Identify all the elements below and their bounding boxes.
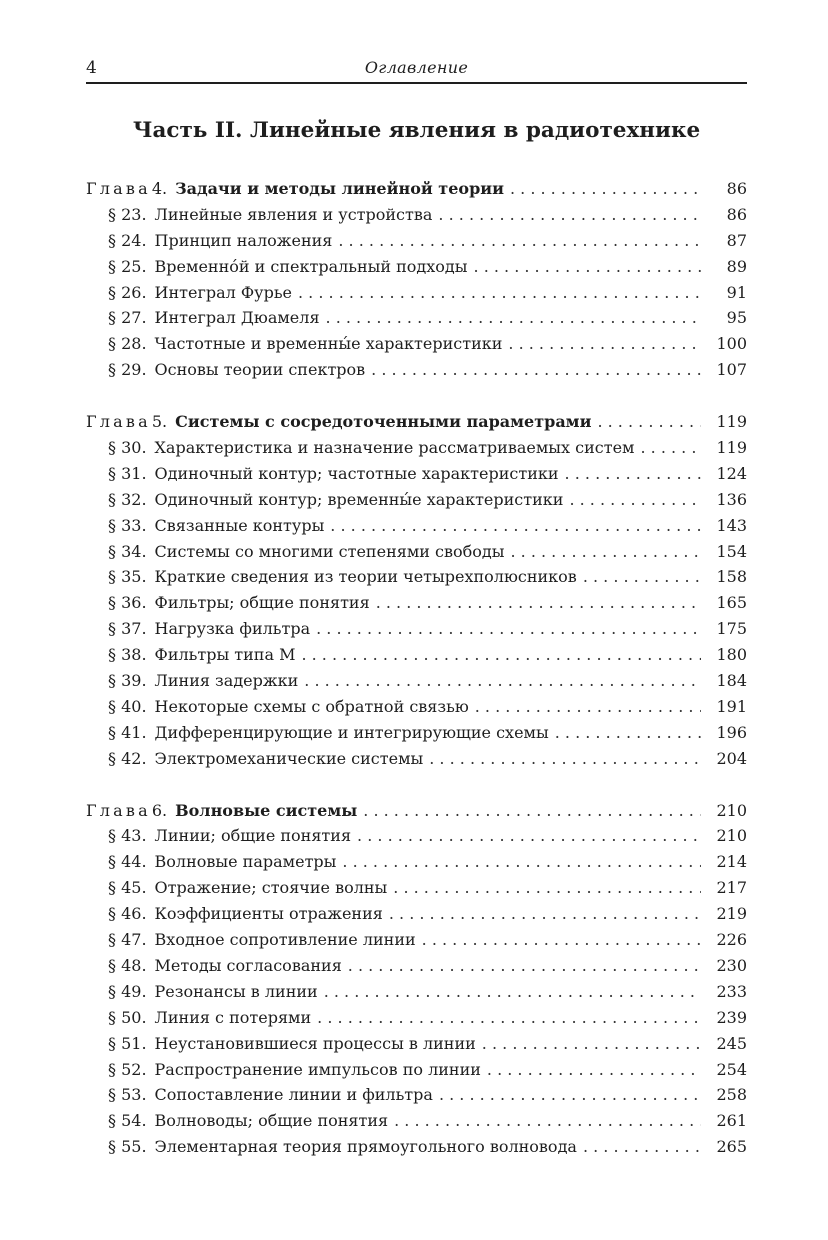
page-ref: 226	[716, 930, 747, 950]
section-entry[interactable]	[86, 642, 747, 668]
section-entry[interactable]	[86, 539, 747, 565]
page-ref: 91	[726, 282, 747, 302]
section-title: Линейные явления и устройства	[154, 204, 433, 224]
page-ref: 143	[716, 515, 747, 535]
section-title: Одиночный контур; временны́е характеристики	[154, 489, 564, 509]
section-entry[interactable]	[86, 616, 747, 642]
dot-leader	[342, 849, 701, 875]
section-number: § 37.	[108, 619, 147, 639]
section-entry[interactable]	[86, 1005, 747, 1031]
page-ref: 210	[716, 826, 747, 846]
section-number: § 29.	[108, 360, 147, 380]
dot-leader	[429, 746, 701, 772]
section-number: § 53.	[108, 1085, 147, 1105]
dot-leader	[475, 694, 701, 720]
dot-leader	[316, 616, 701, 642]
section-title: Основы теории спектров	[154, 360, 366, 380]
page-ref: 158	[716, 567, 747, 587]
dot-leader	[317, 1005, 701, 1031]
dot-leader	[298, 280, 701, 306]
dot-leader	[301, 642, 701, 668]
section-entry[interactable]	[86, 305, 747, 331]
page-ref: 154	[716, 541, 747, 561]
section-number: § 46.	[108, 904, 147, 924]
section-title: Распространение импульсов по линии	[154, 1059, 481, 1079]
dot-leader	[597, 409, 701, 435]
section-entry[interactable]	[86, 357, 747, 383]
section-entry[interactable]	[86, 1057, 747, 1083]
dot-leader	[569, 487, 701, 513]
section-entry[interactable]	[86, 901, 747, 927]
section-entry[interactable]	[86, 228, 747, 254]
section-title: Волновые параметры	[154, 852, 337, 872]
dot-leader	[474, 254, 701, 280]
section-number: § 54.	[108, 1111, 147, 1131]
page-ref: 196	[716, 722, 747, 742]
page-ref: 100	[716, 334, 747, 354]
dot-leader	[394, 1108, 701, 1134]
section-entry[interactable]	[86, 875, 747, 901]
page-ref: 95	[726, 308, 747, 328]
dot-leader	[389, 901, 701, 927]
section-entry[interactable]	[86, 746, 747, 772]
section-number: § 48.	[108, 955, 147, 975]
section-entry[interactable]	[86, 331, 747, 357]
chapter-prefix: Глава	[86, 412, 151, 432]
page-ref: 258	[716, 1085, 747, 1105]
chapter-title: Системы с сосредоточенными параметрами	[175, 412, 592, 432]
section-entry[interactable]	[86, 694, 747, 720]
section-title: Характеристика и назначение рассматриваемых систем	[154, 438, 635, 458]
section-number: § 34.	[108, 541, 147, 561]
section-entry[interactable]	[86, 668, 747, 694]
running-title: Оглавление	[364, 58, 469, 77]
page-ref: 124	[716, 463, 747, 483]
section-title: Фильтры; общие понятия	[154, 593, 370, 613]
dot-leader	[304, 668, 701, 694]
dot-leader	[422, 927, 701, 953]
section-number: § 31.	[108, 463, 147, 483]
page-ref: 261	[716, 1111, 747, 1131]
section-number: § 44.	[108, 852, 147, 872]
section-number: § 35.	[108, 567, 147, 587]
running-header	[86, 56, 747, 84]
section-number: § 30.	[108, 438, 147, 458]
section-entry[interactable]	[86, 590, 747, 616]
section-entry[interactable]	[86, 487, 747, 513]
section-entry[interactable]	[86, 461, 747, 487]
section-number: § 36.	[108, 593, 147, 613]
section-entry[interactable]	[86, 1082, 747, 1108]
dot-leader	[393, 875, 701, 901]
section-title: Линия задержки	[154, 671, 299, 691]
page-ref: 87	[726, 230, 747, 250]
section-entry[interactable]	[86, 564, 747, 590]
part-title: Часть II. Линейные явления в радиотехнике	[132, 118, 701, 143]
dot-leader	[510, 539, 701, 565]
section-title: Интеграл Фурье	[154, 282, 292, 302]
page-ref: 230	[716, 955, 747, 975]
page-ref: 204	[716, 748, 747, 768]
section-entry[interactable]	[86, 823, 747, 849]
dot-leader	[640, 435, 701, 461]
page-ref: 180	[716, 645, 747, 665]
page-ref: 191	[716, 696, 747, 716]
dot-leader	[371, 357, 701, 383]
page-ref: 239	[716, 1007, 747, 1027]
dot-leader	[326, 305, 701, 331]
section-number: § 51.	[108, 1033, 147, 1053]
section-entry[interactable]	[86, 435, 747, 461]
section-title: Фильтры типа M	[154, 645, 296, 665]
section-number: § 49.	[108, 981, 147, 1001]
section-number: § 45.	[108, 878, 147, 898]
section-title: Коэффициенты отражения	[154, 904, 383, 924]
section-number: § 25.	[108, 256, 147, 276]
chapter-number: 6.	[151, 800, 168, 820]
section-entry[interactable]	[86, 849, 747, 875]
section-entry[interactable]	[86, 254, 747, 280]
dot-leader	[487, 1057, 701, 1083]
section-title: Некоторые схемы с обратной связью	[154, 696, 469, 716]
section-title: Элементарная теория прямоугольного волновода	[154, 1137, 577, 1157]
section-title: Нагрузка фильтра	[154, 619, 311, 639]
section-entry[interactable]	[86, 927, 747, 953]
chapter-title: Задачи и методы линейной теории	[175, 179, 504, 198]
page-ref: 86	[726, 179, 747, 198]
section-title: Временно́й и спектральный подходы	[154, 256, 468, 276]
dot-leader	[565, 461, 701, 487]
page-ref: 165	[716, 593, 747, 613]
section-title: Резонансы в линии	[154, 981, 318, 1001]
section-number: § 40.	[108, 696, 147, 716]
page-ref: 107	[716, 360, 747, 380]
page-ref: 184	[716, 671, 747, 691]
section-title: Линии; общие понятия	[154, 826, 352, 846]
table-of-contents	[86, 176, 747, 1160]
dot-leader	[357, 823, 701, 849]
page-ref: 265	[716, 1137, 747, 1157]
page-ref: 175	[716, 619, 747, 639]
section-number: § 33.	[108, 515, 147, 535]
section-number: § 50.	[108, 1007, 147, 1027]
section-title: Сопоставление линии и фильтра	[154, 1085, 433, 1105]
section-entry[interactable]	[86, 953, 747, 979]
page-ref: 210	[716, 800, 747, 820]
page-ref: 233	[716, 981, 747, 1001]
section-number: § 38.	[108, 645, 147, 665]
page-ref: 89	[726, 256, 747, 276]
page-ref: 219	[716, 904, 747, 924]
dot-leader	[555, 720, 701, 746]
section-number: § 39.	[108, 671, 147, 691]
dot-leader	[338, 228, 701, 254]
dot-leader	[363, 798, 701, 824]
section-title: Входное сопротивление линии	[154, 930, 416, 950]
dot-leader	[510, 176, 701, 202]
chapter-entry[interactable]	[86, 176, 747, 202]
section-number: § 41.	[108, 722, 147, 742]
section-number: § 42.	[108, 748, 147, 768]
section-number: § 52.	[108, 1059, 147, 1079]
section-number: § 26.	[108, 282, 147, 302]
section-entry[interactable]	[86, 280, 747, 306]
page-ref: 245	[716, 1033, 747, 1053]
dot-leader	[583, 564, 701, 590]
page-ref: 217	[716, 878, 747, 898]
section-title: Одиночный контур; частотные характеристики	[154, 463, 559, 483]
section-number: § 43.	[108, 826, 147, 846]
chapter-title: Волновые системы	[175, 800, 358, 820]
dot-leader	[482, 1031, 701, 1057]
page-ref: 136	[716, 489, 747, 509]
section-title: Отражение; стоячие волны	[154, 878, 388, 898]
section-title: Неустановившиеся процессы в линии	[154, 1033, 476, 1053]
section-title: Краткие сведения из теории четырехполюсников	[154, 567, 577, 587]
section-number: § 55.	[108, 1137, 147, 1157]
section-title: Интеграл Дюамеля	[154, 308, 320, 328]
dot-leader	[330, 513, 701, 539]
section-number: § 32.	[108, 489, 147, 509]
section-number: § 23.	[108, 204, 147, 224]
section-entry[interactable]	[86, 720, 747, 746]
chapter-prefix: Глава	[86, 179, 151, 198]
section-entry[interactable]	[86, 202, 747, 228]
section-title: Дифференцирующие и интегрирующие схемы	[154, 722, 549, 742]
section-number: § 47.	[108, 930, 147, 950]
section-title: Системы со многими степенями свободы	[154, 541, 505, 561]
section-number: § 27.	[108, 308, 147, 328]
chapter-entry[interactable]	[86, 409, 747, 435]
page-ref: 86	[726, 204, 747, 224]
dot-leader	[348, 953, 701, 979]
section-title: Частотные и временны́е характеристики	[154, 334, 503, 354]
section-title: Электромеханические системы	[154, 748, 424, 768]
section-entry[interactable]	[86, 1108, 747, 1134]
dot-leader	[439, 1082, 701, 1108]
section-entry[interactable]	[86, 513, 747, 539]
dot-leader	[324, 979, 701, 1005]
dot-leader	[376, 590, 701, 616]
page-ref: 214	[716, 852, 747, 872]
page-number: 4	[86, 58, 97, 78]
section-entry[interactable]	[86, 1134, 747, 1160]
section-title: Методы согласования	[154, 955, 342, 975]
section-title: Линия с потерями	[154, 1007, 312, 1027]
chapter-number: 4.	[151, 179, 168, 198]
section-entry[interactable]	[86, 1031, 747, 1057]
chapter-prefix: Глава	[86, 800, 151, 820]
dot-leader	[508, 331, 701, 357]
page-ref: 119	[716, 412, 747, 432]
page-ref: 254	[716, 1059, 747, 1079]
section-entry[interactable]	[86, 979, 747, 1005]
section-title: Принцип наложения	[154, 230, 333, 250]
dot-leader	[583, 1134, 701, 1160]
page-ref: 119	[716, 438, 747, 458]
chapter-number: 5.	[151, 412, 168, 432]
section-title: Связанные контуры	[154, 515, 325, 535]
section-number: § 28.	[108, 334, 147, 354]
section-number: § 24.	[108, 230, 147, 250]
section-title: Волноводы; общие понятия	[154, 1111, 389, 1131]
dot-leader	[438, 202, 701, 228]
chapter-entry[interactable]	[86, 798, 747, 824]
